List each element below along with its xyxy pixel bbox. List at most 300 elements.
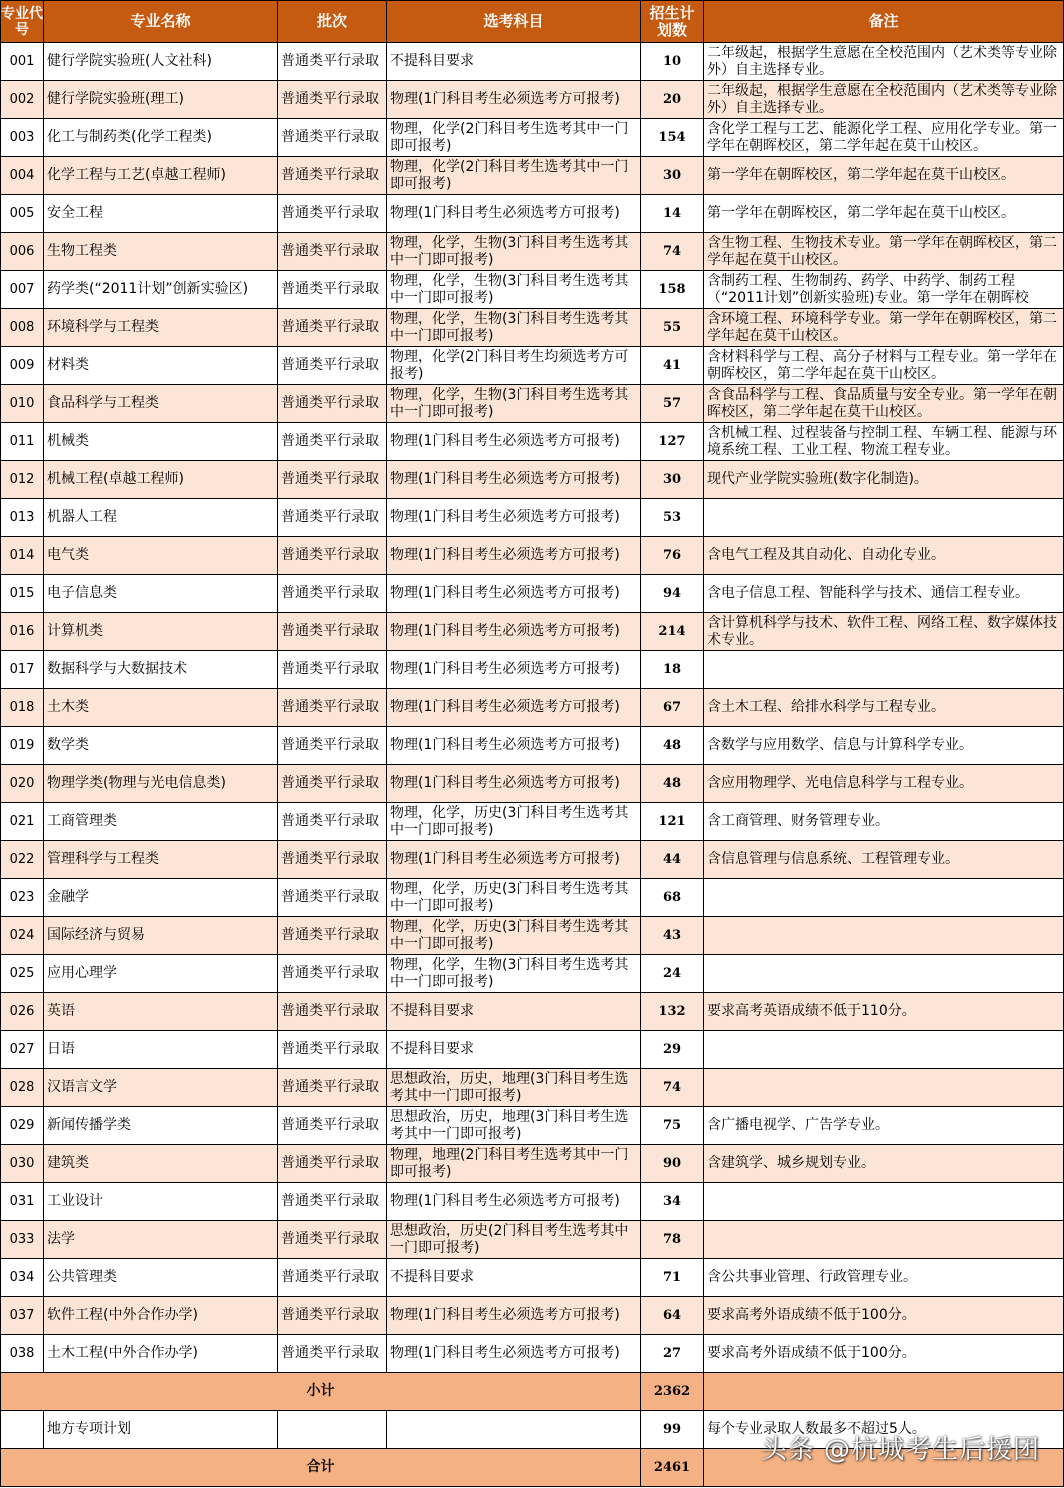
subjects-text: 物理(1门科目考生必须选考方可报考)	[390, 851, 620, 867]
remark-text: 第一学年在朝晖校区，第二学年起在莫干山校区。	[707, 205, 1015, 221]
cell-code: 002	[1, 81, 44, 119]
cell-name: 建筑类	[44, 1145, 278, 1183]
subjects-text: 物理，化学，生物(3门科目考生选考其中一门即可报考)	[390, 272, 629, 306]
cell-remark	[704, 385, 1064, 423]
cell-batch: 普通类平行录取	[278, 347, 387, 385]
cell-plan: 78	[641, 1221, 704, 1259]
cell-name: 健行学院实验班(人文社科)	[44, 43, 278, 81]
cell-batch: 普通类平行录取	[278, 803, 387, 841]
table-row	[1, 423, 1064, 461]
table-row	[1, 575, 1064, 613]
cell-remark	[704, 1221, 1064, 1259]
cell-plan: 41	[641, 347, 704, 385]
watermark: 头条 @杭城考生后援团	[760, 1435, 1040, 1465]
subjects-text: 物理(1门科目考生必须选考方可报考)	[390, 699, 620, 715]
cell-plan: 132	[641, 993, 704, 1031]
remark-text: 含电子信息工程、智能科学与技术、通信工程专业。	[707, 585, 1029, 601]
cell-batch: 普通类平行录取	[278, 727, 387, 765]
cell-name: 机械类	[44, 423, 278, 461]
header-batch: 批次	[278, 1, 387, 43]
cell-remark	[704, 689, 1064, 727]
table-row	[1, 233, 1064, 271]
cell-name: 电子信息类	[44, 575, 278, 613]
table-row	[1, 1069, 1064, 1107]
remark-text: 含食品科学与工程、食品质量与安全专业。第一学年在朝晖校区，第二学年起在莫干山校区。	[707, 386, 1057, 420]
cell-name: 电气类	[44, 537, 278, 575]
remark-text: 含电气工程及其自动化、自动化专业。	[707, 547, 945, 563]
cell-subjects	[387, 1145, 641, 1183]
subjects-text: 不提科目要求	[390, 1269, 474, 1285]
subjects-text: 物理，化学，历史(3门科目考生选考其中一门即可报考)	[390, 918, 629, 952]
cell-plan: 48	[641, 727, 704, 765]
cell-subjects	[387, 233, 641, 271]
cell-remark	[704, 803, 1064, 841]
cell-plan: 158	[641, 271, 704, 309]
table-row	[1, 195, 1064, 233]
cell-remark	[704, 119, 1064, 157]
cell-name: 化工与制药类(化学工程类)	[44, 119, 278, 157]
cell-plan: 30	[641, 157, 704, 195]
cell-code: 031	[1, 1183, 44, 1221]
subjects-text: 物理(1门科目考生必须选考方可报考)	[390, 585, 620, 601]
total-value: 2461	[641, 1449, 704, 1487]
subtotal-remark	[704, 1373, 1064, 1411]
table-row	[1, 1107, 1064, 1145]
remark-text: 第一学年在朝晖校区，第二学年起在莫干山校区。	[707, 167, 1015, 183]
cell-batch: 普通类平行录取	[278, 1297, 387, 1335]
table-row	[1, 993, 1064, 1031]
cell-remark	[704, 1183, 1064, 1221]
cell-remark	[704, 1031, 1064, 1069]
subjects-text: 物理，化学(2门科目考生选考其中一门即可报考)	[390, 120, 629, 154]
cell-remark	[704, 157, 1064, 195]
subjects-text: 物理，化学(2门科目考生选考其中一门即可报考)	[390, 158, 629, 192]
cell-plan: 71	[641, 1259, 704, 1297]
subjects-text: 物理，化学，生物(3门科目考生选考其中一门即可报考)	[390, 386, 629, 420]
cell-code: 014	[1, 537, 44, 575]
subtotal-row	[1, 1373, 1064, 1411]
cell-plan: 94	[641, 575, 704, 613]
table-row	[1, 43, 1064, 81]
cell-name: 工业设计	[44, 1183, 278, 1221]
cell-batch: 普通类平行录取	[278, 1183, 387, 1221]
table-row	[1, 841, 1064, 879]
cell-subjects	[387, 499, 641, 537]
cell-subjects	[387, 879, 641, 917]
remark-text: 含数学与应用数学、信息与计算科学专业。	[707, 737, 973, 753]
subjects-text: 物理，化学(2门科目考生均须选考方可报考)	[390, 348, 629, 382]
cell-name: 土木类	[44, 689, 278, 727]
cell-subjects	[387, 955, 641, 993]
cell-code: 011	[1, 423, 44, 461]
cell-remark	[704, 917, 1064, 955]
subjects-text: 物理(1门科目考生必须选考方可报考)	[390, 661, 620, 677]
cell-name: 软件工程(中外合作办学)	[44, 1297, 278, 1335]
cell-remark	[704, 43, 1064, 81]
cell-plan: 29	[641, 1031, 704, 1069]
subjects-text: 物理，化学，生物(3门科目考生选考其中一门即可报考)	[390, 310, 629, 344]
cell-batch: 普通类平行录取	[278, 461, 387, 499]
header-remark: 备注	[704, 1, 1064, 43]
cell-name: 健行学院实验班(理工)	[44, 81, 278, 119]
cell-plan: 121	[641, 803, 704, 841]
cell-subjects	[387, 1335, 641, 1373]
subjects-text: 不提科目要求	[390, 1003, 474, 1019]
cell-name: 机器人工程	[44, 499, 278, 537]
table-row	[1, 157, 1064, 195]
cell-subjects	[387, 765, 641, 803]
cell-code: 008	[1, 309, 44, 347]
remark-text: 含材料科学与工程、高分子材料与工程专业。第一学年在朝晖校区，第二学年起在莫干山校区。	[707, 348, 1057, 382]
cell-remark	[704, 841, 1064, 879]
cell-batch: 普通类平行录取	[278, 613, 387, 651]
table-row	[1, 1183, 1064, 1221]
cell-subjects	[387, 803, 641, 841]
header-code: 专业代号	[1, 1, 44, 43]
cell-plan: 74	[641, 1069, 704, 1107]
subjects-text: 物理(1门科目考生必须选考方可报考)	[390, 509, 620, 525]
cell-code: 024	[1, 917, 44, 955]
total-label: 合计	[1, 1449, 641, 1487]
cell-subjects	[387, 537, 641, 575]
cell-plan: 44	[641, 841, 704, 879]
cell-code: 027	[1, 1031, 44, 1069]
cell-code: 004	[1, 157, 44, 195]
remark-text: 含广播电视学、广告学专业。	[707, 1117, 889, 1133]
table-row	[1, 119, 1064, 157]
cell-subjects	[387, 1259, 641, 1297]
remark-text: 含化学工程与工艺、能源化学工程、应用化学专业。第一学年在朝晖校区，第二学年起在莫干山校区。	[707, 120, 1057, 154]
remark-text: 含生物工程、生物技术专业。第一学年在朝晖校区，第二学年起在莫干山校区。	[707, 234, 1057, 268]
table-row	[1, 347, 1064, 385]
cell-plan: 30	[641, 461, 704, 499]
table-row	[1, 955, 1064, 993]
cell-plan: 20	[641, 81, 704, 119]
cell-batch: 普通类平行录取	[278, 841, 387, 879]
cell-code: 019	[1, 727, 44, 765]
local-batch	[278, 1411, 387, 1449]
cell-remark	[704, 613, 1064, 651]
table-row	[1, 917, 1064, 955]
cell-subjects	[387, 993, 641, 1031]
cell-code: 016	[1, 613, 44, 651]
subjects-text: 物理(1门科目考生必须选考方可报考)	[390, 623, 620, 639]
cell-plan: 57	[641, 385, 704, 423]
remark-text: 含制药工程、生物制药、药学、中药学、制药工程（“2011计划”创新实验班)专业。第一学年在朝晖校	[707, 272, 1029, 306]
cell-code: 009	[1, 347, 44, 385]
cell-name: 数据科学与大数据技术	[44, 651, 278, 689]
cell-code: 025	[1, 955, 44, 993]
cell-name: 法学	[44, 1221, 278, 1259]
remark-text: 含环境工程、环境科学专业。第一学年在朝晖校区，第二学年起在莫干山校区。	[707, 310, 1057, 344]
cell-remark	[704, 461, 1064, 499]
local-remark: 每个专业录取人数最多不超过5人。	[704, 1411, 1064, 1449]
table-row	[1, 461, 1064, 499]
cell-batch: 普通类平行录取	[278, 1221, 387, 1259]
subjects-text: 物理(1门科目考生必须选考方可报考)	[390, 205, 620, 221]
cell-name: 公共管理类	[44, 1259, 278, 1297]
cell-subjects	[387, 81, 641, 119]
cell-subjects	[387, 271, 641, 309]
subtotal-label: 小计	[1, 1373, 641, 1411]
header-plan: 招生计划数	[641, 1, 704, 43]
remark-text: 要求高考英语成绩不低于110分。	[707, 1003, 916, 1019]
cell-plan: 127	[641, 423, 704, 461]
subjects-text: 物理(1门科目考生必须选考方可报考)	[390, 547, 620, 563]
cell-subjects	[387, 119, 641, 157]
subjects-text: 物理，化学，历史(3门科目考生选考其中一门即可报考)	[390, 880, 629, 914]
cell-plan: 64	[641, 1297, 704, 1335]
cell-remark	[704, 1335, 1064, 1373]
cell-subjects	[387, 157, 641, 195]
cell-code: 033	[1, 1221, 44, 1259]
cell-subjects	[387, 651, 641, 689]
subjects-text: 物理，化学，历史(3门科目考生选考其中一门即可报考)	[390, 804, 629, 838]
cell-code: 028	[1, 1069, 44, 1107]
cell-subjects	[387, 423, 641, 461]
subjects-text: 物理(1门科目考生必须选考方可报考)	[390, 1307, 620, 1323]
remark-text: 含建筑学、城乡规划专业。	[707, 1155, 875, 1171]
cell-remark	[704, 879, 1064, 917]
cell-name: 汉语言文学	[44, 1069, 278, 1107]
cell-remark	[704, 1069, 1064, 1107]
table-row	[1, 537, 1064, 575]
cell-plan: 14	[641, 195, 704, 233]
cell-name: 化学工程与工艺(卓越工程师)	[44, 157, 278, 195]
cell-plan: 75	[641, 1107, 704, 1145]
cell-plan: 53	[641, 499, 704, 537]
remark-text: 含土木工程、给排水科学与工程专业。	[707, 699, 945, 715]
cell-name: 日语	[44, 1031, 278, 1069]
cell-batch: 普通类平行录取	[278, 1107, 387, 1145]
cell-plan: 10	[641, 43, 704, 81]
cell-code: 013	[1, 499, 44, 537]
subjects-text: 不提科目要求	[390, 53, 474, 69]
subjects-text: 思想政治，历史，地理(3门科目考生选考其中一门即可报考)	[390, 1070, 629, 1104]
cell-batch: 普通类平行录取	[278, 651, 387, 689]
table-row	[1, 1259, 1064, 1297]
cell-plan: 34	[641, 1183, 704, 1221]
cell-remark	[704, 1145, 1064, 1183]
cell-code: 018	[1, 689, 44, 727]
cell-remark	[704, 81, 1064, 119]
cell-name: 英语	[44, 993, 278, 1031]
cell-batch: 普通类平行录取	[278, 689, 387, 727]
cell-code: 023	[1, 879, 44, 917]
cell-plan: 68	[641, 879, 704, 917]
table-row	[1, 385, 1064, 423]
cell-remark	[704, 423, 1064, 461]
cell-batch: 普通类平行录取	[278, 765, 387, 803]
cell-subjects	[387, 461, 641, 499]
cell-subjects	[387, 385, 641, 423]
cell-remark	[704, 993, 1064, 1031]
cell-batch: 普通类平行录取	[278, 1031, 387, 1069]
cell-batch: 普通类平行录取	[278, 537, 387, 575]
cell-name: 安全工程	[44, 195, 278, 233]
cell-code: 012	[1, 461, 44, 499]
table-row	[1, 1031, 1064, 1069]
local-code	[1, 1411, 44, 1449]
remark-text: 现代产业学院实验班(数字化制造)。	[707, 471, 928, 487]
cell-name: 环境科学与工程类	[44, 309, 278, 347]
cell-code: 020	[1, 765, 44, 803]
subjects-text: 物理(1门科目考生必须选考方可报考)	[390, 775, 620, 791]
cell-code: 006	[1, 233, 44, 271]
cell-plan: 24	[641, 955, 704, 993]
cell-name: 应用心理学	[44, 955, 278, 993]
cell-subjects	[387, 1297, 641, 1335]
cell-plan: 76	[641, 537, 704, 575]
subjects-text: 物理(1门科目考生必须选考方可报考)	[390, 433, 620, 449]
cell-remark	[704, 271, 1064, 309]
table-row	[1, 765, 1064, 803]
cell-remark	[704, 651, 1064, 689]
table-row	[1, 1145, 1064, 1183]
cell-plan: 74	[641, 233, 704, 271]
table-row	[1, 271, 1064, 309]
subjects-text: 物理(1门科目考生必须选考方可报考)	[390, 91, 620, 107]
subjects-text: 物理(1门科目考生必须选考方可报考)	[390, 737, 620, 753]
cell-batch: 普通类平行录取	[278, 81, 387, 119]
cell-code: 017	[1, 651, 44, 689]
subjects-text: 思想政治，历史(2门科目考生选考其中一门即可报考)	[390, 1222, 629, 1256]
header-subjects: 选考科目	[387, 1, 641, 43]
cell-plan: 67	[641, 689, 704, 727]
cell-subjects	[387, 689, 641, 727]
cell-code: 010	[1, 385, 44, 423]
cell-plan: 27	[641, 1335, 704, 1373]
remark-text: 含信息管理与信息系统、工程管理专业。	[707, 851, 959, 867]
cell-code: 030	[1, 1145, 44, 1183]
remark-text: 含应用物理学、光电信息科学与工程专业。	[707, 775, 973, 791]
cell-code: 007	[1, 271, 44, 309]
cell-batch: 普通类平行录取	[278, 309, 387, 347]
remark-text: 要求高考外语成绩不低于100分。	[707, 1307, 916, 1323]
local-subjects	[387, 1411, 641, 1449]
cell-subjects	[387, 1069, 641, 1107]
header-name: 专业名称	[44, 1, 278, 43]
cell-name: 新闻传播学类	[44, 1107, 278, 1145]
cell-subjects	[387, 309, 641, 347]
cell-remark	[704, 537, 1064, 575]
remark-text: 要求高考外语成绩不低于100分。	[707, 1345, 916, 1361]
local-name: 地方专项计划	[44, 1411, 278, 1449]
cell-batch: 普通类平行录取	[278, 1335, 387, 1373]
cell-remark	[704, 347, 1064, 385]
cell-code: 003	[1, 119, 44, 157]
cell-batch: 普通类平行录取	[278, 119, 387, 157]
cell-batch: 普通类平行录取	[278, 993, 387, 1031]
cell-name: 材料类	[44, 347, 278, 385]
cell-code: 038	[1, 1335, 44, 1373]
cell-code: 034	[1, 1259, 44, 1297]
cell-subjects	[387, 1183, 641, 1221]
cell-batch: 普通类平行录取	[278, 423, 387, 461]
cell-code: 001	[1, 43, 44, 81]
cell-name: 物理学类(物理与光电信息类)	[44, 765, 278, 803]
cell-plan: 154	[641, 119, 704, 157]
cell-batch: 普通类平行录取	[278, 575, 387, 613]
table-row	[1, 1221, 1064, 1259]
cell-remark	[704, 575, 1064, 613]
cell-name: 机械工程(卓越工程师)	[44, 461, 278, 499]
cell-subjects	[387, 1221, 641, 1259]
cell-batch: 普通类平行录取	[278, 271, 387, 309]
table-header-row	[1, 1, 1064, 43]
cell-code: 026	[1, 993, 44, 1031]
table-row	[1, 689, 1064, 727]
cell-code: 005	[1, 195, 44, 233]
cell-batch: 普通类平行录取	[278, 1069, 387, 1107]
table-row	[1, 309, 1064, 347]
table-row	[1, 613, 1064, 651]
cell-batch: 普通类平行录取	[278, 879, 387, 917]
cell-plan: 90	[641, 1145, 704, 1183]
local-value: 99	[641, 1411, 704, 1449]
cell-plan: 43	[641, 917, 704, 955]
cell-name: 管理科学与工程类	[44, 841, 278, 879]
cell-remark	[704, 309, 1064, 347]
subjects-text: 物理(1门科目考生必须选考方可报考)	[390, 1193, 620, 1209]
cell-subjects	[387, 917, 641, 955]
cell-batch: 普通类平行录取	[278, 917, 387, 955]
cell-batch: 普通类平行录取	[278, 385, 387, 423]
cell-name: 土木工程(中外合作办学)	[44, 1335, 278, 1373]
subjects-text: 不提科目要求	[390, 1041, 474, 1057]
cell-plan: 214	[641, 613, 704, 651]
cell-code: 015	[1, 575, 44, 613]
cell-remark	[704, 765, 1064, 803]
cell-batch: 普通类平行录取	[278, 955, 387, 993]
table-row	[1, 803, 1064, 841]
cell-batch: 普通类平行录取	[278, 499, 387, 537]
table-row	[1, 81, 1064, 119]
cell-batch: 普通类平行录取	[278, 233, 387, 271]
cell-subjects	[387, 1107, 641, 1145]
subjects-text: 物理，化学，生物(3门科目考生选考其中一门即可报考)	[390, 234, 629, 268]
cell-remark	[704, 195, 1064, 233]
cell-batch: 普通类平行录取	[278, 1145, 387, 1183]
cell-plan: 18	[641, 651, 704, 689]
remark-text: 含工商管理、财务管理专业。	[707, 813, 889, 829]
cell-code: 037	[1, 1297, 44, 1335]
cell-remark	[704, 1297, 1064, 1335]
subjects-text: 物理，地理(2门科目考生选考其中一门即可报考)	[390, 1146, 629, 1180]
cell-remark	[704, 233, 1064, 271]
cell-batch: 普通类平行录取	[278, 43, 387, 81]
cell-subjects	[387, 841, 641, 879]
cell-remark	[704, 1259, 1064, 1297]
cell-subjects	[387, 613, 641, 651]
subjects-text: 物理(1门科目考生必须选考方可报考)	[390, 471, 620, 487]
cell-name: 计算机类	[44, 613, 278, 651]
remark-text: 二年级起，根据学生意愿在全校范围内（艺术类等专业除外）自主选择专业。	[707, 82, 1057, 116]
subjects-text: 物理，化学，生物(3门科目考生选考其中一门即可报考)	[390, 956, 629, 990]
cell-name: 金融学	[44, 879, 278, 917]
table-row	[1, 499, 1064, 537]
cell-name: 国际经济与贸易	[44, 917, 278, 955]
cell-subjects	[387, 195, 641, 233]
cell-name: 工商管理类	[44, 803, 278, 841]
cell-remark	[704, 1107, 1064, 1145]
cell-code: 029	[1, 1107, 44, 1145]
cell-name: 数学类	[44, 727, 278, 765]
cell-plan: 55	[641, 309, 704, 347]
table-row	[1, 1297, 1064, 1335]
subjects-text: 物理(1门科目考生必须选考方可报考)	[390, 1345, 620, 1361]
cell-subjects	[387, 575, 641, 613]
